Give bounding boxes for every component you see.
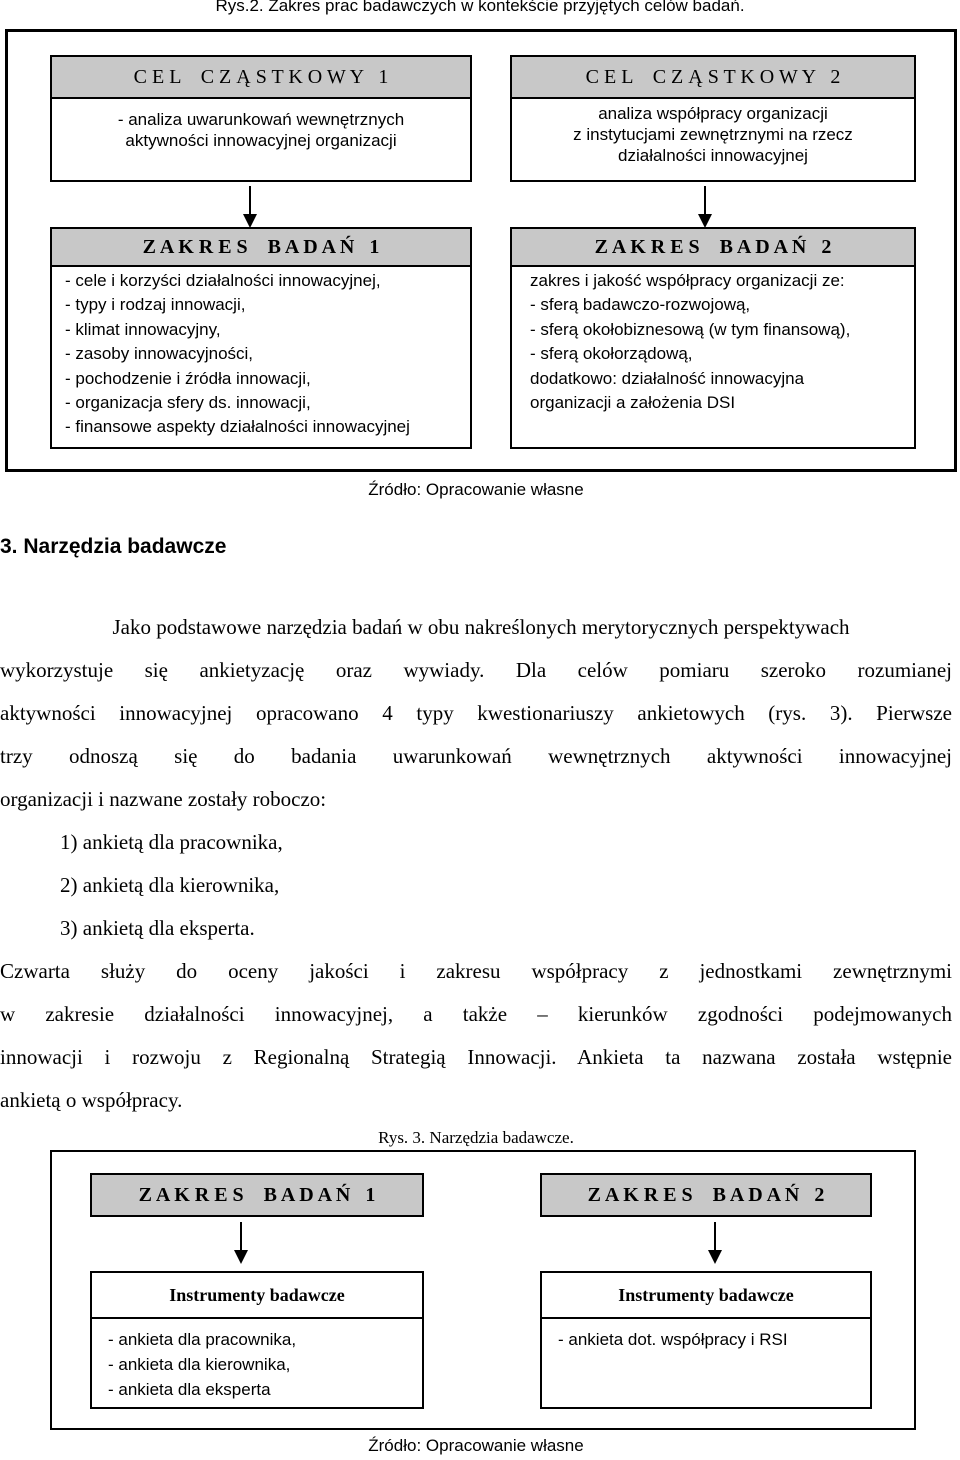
scope-1-title: Z A K R E S B A D A Ń 1 [52,229,470,267]
fig3-scope-2-title: Z A K R E S B A D A Ń 2 [540,1173,872,1217]
instruments-1-box [90,1271,424,1409]
arrow-head-icon [234,1250,248,1264]
list-item: 1) ankietą dla pracownika, [60,830,283,854]
arrow-head-icon [708,1250,722,1264]
text-line: trzy odnoszą się do badania uwarunkowań wewnętrznych aktywności innowacyjnej [0,744,952,768]
scope-2-title: Z A K R E S B A D A Ń 2 [512,229,914,267]
goal-1-line: aktywności innowacyjnej organizacji [125,131,397,150]
scope-2-item: - sferą okołorządową, [530,344,693,364]
down-arrow-icon [240,1222,242,1252]
goal-2-line: z instytucjami zewnętrznymi na rzecz [573,125,853,144]
instrument-item: - ankieta dla kierownika, [108,1355,291,1374]
goal-2-box [510,55,916,182]
scope-1-item: - organizacja sfery ds. innowacji, [65,393,311,413]
text-line: Jako podstawowe narzędzia badań w obu nakreślonych merytorycznych perspektywach [112,615,850,639]
figure-2-caption: Rys.2. Zakres prac badawczych w kontekście przyjętych celów badań. [215,0,745,15]
scope-2-item: zakres i jakość współpracy organizacji ze: [530,271,845,290]
list-item: 2) ankietą dla kierownika, [60,873,280,897]
scope-2-item: - sferą okołobiznesową (w tym finansową), [530,319,851,339]
text-line: organizacji i nazwane zostały roboczo: [0,787,327,811]
instrument-item: - ankieta dla eksperta [108,1380,271,1399]
down-arrow-icon [714,1222,716,1252]
scope-2-item: dodatkowo: działalność innowacyjna [530,368,805,388]
scope-2-item: - sferą badawczo-rozwojową, [530,295,751,315]
scope-1-box [50,227,472,449]
goal-1-box [50,55,472,182]
text-line: innowacji i rozwoju z Regionalną Strategią Innowacji. Ankieta ta nazwana została wstępnie [0,1045,952,1069]
instrument-item: - ankieta dla pracownika, [108,1330,297,1349]
scope-1-item: - pochodzenie i źródła innowacji, [65,368,311,388]
goal-2-line: analiza współpracy organizacji [598,104,828,123]
scope-1-item: - typy i rodzaj innowacji, [65,295,246,315]
goal-2-title: C E L C Z Ą S T K O W Y 2 [512,57,914,99]
paragraph-2 [0,950,952,1122]
tool-list [60,821,283,950]
scope-1-item: - cele i korzyści działalności innowacyjnej, [65,271,381,290]
text-line: aktywności innowacyjnej opracowano 4 typy kwestionariuszy ankietowych (rys. 3). Pierwsze [0,701,952,725]
list-item: 3) ankietą dla eksperta. [60,916,255,940]
text-line: ankietą o współpracy. [0,1088,183,1112]
section-heading: 3. Narzędzia badawcze [0,535,227,558]
instrument-item: - ankieta dot. współpracy i RSI [558,1330,788,1349]
paragraph-1 [0,606,952,821]
down-arrow-icon [249,186,251,216]
goal-2-line: działalności innowacyjnej [618,146,808,165]
goal-1-line: - analiza uwarunkowań wewnętrznych [117,110,405,129]
text-line: Czwarta służy do oceny jakości i zakresu współpracy z jednostkami zewnętrznymi [0,959,952,983]
instruments-1-title: Instrumenty badawcze [92,1273,422,1319]
fig3-scope-1-title: Z A K R E S B A D A Ń 1 [90,1173,424,1217]
figure-2-source: Źródło: Opracowanie własne [368,480,584,499]
text-line: w zakresie działalności innowacyjnej, a także – kierunków zgodności podejmowanych [0,1002,952,1026]
arrow-head-icon [243,214,257,228]
scope-1-item: - zasoby innowacyjności, [65,344,254,364]
figure-3-source: Źródło: Opracowanie własne [368,1436,584,1455]
goal-1-title: C E L C Z Ą S T K O W Y 1 [52,57,470,99]
scope-2-box [510,227,916,449]
instruments-2-box [540,1271,872,1409]
arrow-head-icon [698,214,712,228]
text-line: wykorzystuje się ankietyzację oraz wywiady. Dla celów pomiaru szeroko rozumianej [0,658,952,682]
instruments-2-title: Instrumenty badawcze [542,1273,870,1319]
figure-3-caption: Rys. 3. Narzędzia badawcze. [378,1128,574,1147]
scope-2-item: organizacji a założenia DSI [530,393,736,413]
scope-1-item: - klimat innowacyjny, [65,319,221,339]
down-arrow-icon [704,186,706,216]
scope-1-item: - finansowe aspekty działalności innowacyjnej [65,417,410,437]
